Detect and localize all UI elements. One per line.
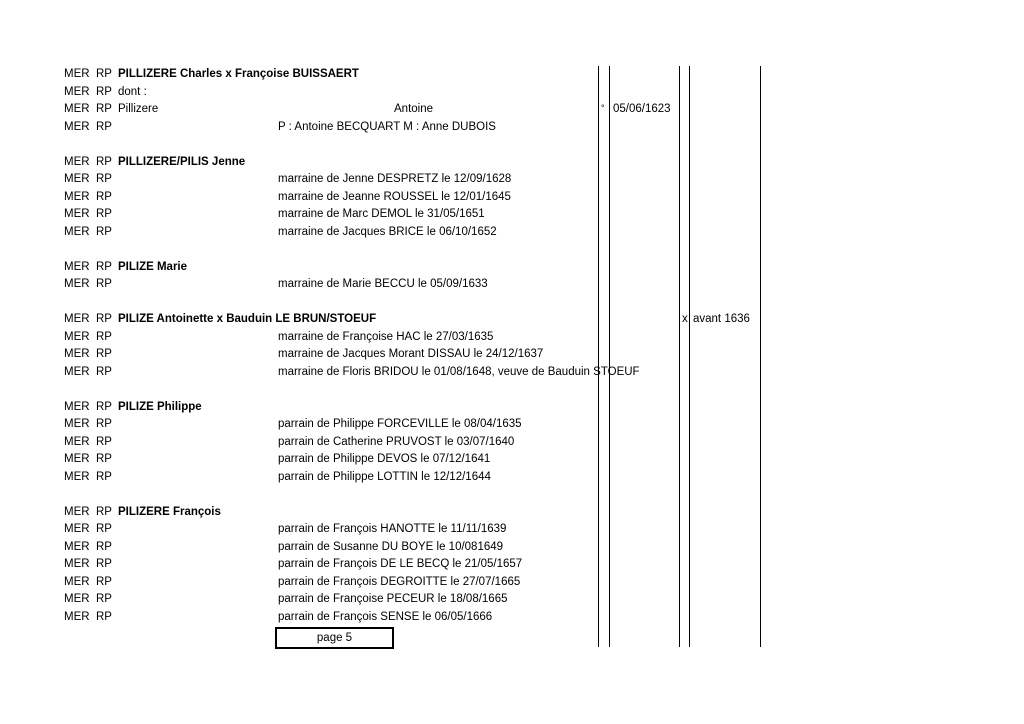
record-row	[0, 66, 1024, 84]
record-detail: parrain de Susanne DU BOYE le 10/081649	[278, 540, 504, 553]
register-code: MER	[64, 435, 90, 448]
parish-code: RP	[96, 278, 112, 290]
register-code: MER	[64, 365, 90, 378]
record-detail: marraine de Marie BECCU le 05/09/1633	[278, 278, 488, 290]
record-detail: parrain de Philippe FORCEVILLE le 08/04/1635	[278, 418, 522, 430]
parish-code: RP	[96, 68, 112, 80]
record-detail: parrain de Philippe DEVOS le 07/12/1641	[278, 453, 491, 465]
parish-code: RP	[96, 593, 112, 605]
parish-code: RP	[96, 208, 112, 220]
record-row	[0, 556, 1024, 574]
birth-date: 05/06/1623	[613, 103, 671, 115]
register-code: MER	[64, 470, 90, 483]
parish-code: RP	[96, 330, 112, 343]
column-rule-5	[760, 66, 761, 647]
register-code: MER	[64, 575, 90, 588]
record-row	[0, 574, 1024, 592]
register-code: MER	[64, 260, 90, 273]
column-rule-2	[609, 66, 610, 647]
register-code: MER	[64, 348, 90, 360]
parish-code: RP	[96, 610, 112, 623]
marriage-date: avant 1636	[693, 313, 750, 325]
record-row	[0, 416, 1024, 434]
parish-code: RP	[96, 120, 112, 133]
register-code: MER	[64, 558, 90, 570]
register-code: MER	[64, 278, 90, 290]
parish-code: RP	[96, 103, 112, 115]
person-name: PILLIZERE/PILIS Jenne	[118, 155, 246, 168]
register-code: MER	[64, 120, 90, 133]
register-code: MER	[64, 505, 90, 518]
record-row	[0, 276, 1024, 294]
register-code: MER	[64, 103, 90, 115]
record-detail: marraine de Jacques Morant DISSAU le 24/12/1637	[278, 348, 544, 360]
record-row	[0, 539, 1024, 557]
register-code: MER	[64, 540, 90, 553]
marriage-symbol: x	[682, 313, 688, 325]
record-row	[0, 119, 1024, 137]
parish-code: RP	[96, 470, 112, 483]
record-row	[0, 504, 1024, 522]
record-row	[0, 609, 1024, 627]
person-name: PILIZE Marie	[118, 260, 188, 273]
record-detail: marraine de Marc DEMOL le 31/05/1651	[278, 208, 485, 220]
record-row	[0, 84, 1024, 102]
record-detail: P : Antoine BECQUART M : Anne DUBOIS	[278, 120, 496, 133]
record-detail: parrain de Philippe LOTTIN le 12/12/1644	[278, 470, 491, 483]
record-row	[0, 364, 1024, 382]
record-row	[0, 224, 1024, 242]
register-code: MER	[64, 173, 90, 185]
column-rule-1	[598, 66, 599, 647]
register-code: MER	[64, 225, 90, 238]
column-rule-3	[679, 66, 680, 647]
blank-row	[0, 381, 1024, 399]
page-number-box	[275, 627, 394, 649]
person-name: dont :	[118, 85, 147, 98]
person-name: PILIZERE François	[118, 505, 221, 518]
record-row	[0, 469, 1024, 487]
register-code: MER	[64, 85, 90, 98]
record-detail: marraine de Jacques BRICE le 06/10/1652	[278, 225, 497, 238]
register-code: MER	[64, 453, 90, 465]
record-detail: parrain de François HANOTTE le 11/11/1639	[278, 523, 507, 535]
blank-row	[0, 486, 1024, 504]
record-detail: parrain de François SENSE le 06/05/1666	[278, 610, 493, 623]
parish-code: RP	[96, 365, 112, 378]
person-name: PILIZE Philippe	[118, 400, 202, 413]
record-detail: parrain de Catherine PRUVOST le 03/07/1640	[278, 435, 515, 448]
parish-code: RP	[96, 348, 112, 360]
record-row	[0, 206, 1024, 224]
register-code: MER	[64, 68, 90, 80]
parish-code: RP	[96, 260, 112, 273]
parish-code: RP	[96, 435, 112, 448]
page-number: page 5	[316, 632, 353, 644]
register-code: MER	[64, 400, 90, 413]
record-detail: marraine de Jenne DESPRETZ le 12/09/1628	[278, 173, 512, 185]
record-row	[0, 189, 1024, 207]
record-row	[0, 154, 1024, 172]
record-row	[0, 346, 1024, 364]
parish-code: RP	[96, 523, 112, 535]
birth-symbol: °	[601, 103, 605, 113]
parish-code: RP	[96, 540, 112, 553]
person-name: PILIZE Antoinette x Bauduin LE BRUN/STOEUF	[118, 313, 377, 325]
record-detail: parrain de François DE LE BECQ le 21/05/1657	[278, 558, 523, 570]
record-row	[0, 259, 1024, 277]
register-code: MER	[64, 610, 90, 623]
parish-code: RP	[96, 575, 112, 588]
column-rule-4	[689, 66, 690, 647]
record-detail: marraine de Françoise HAC le 27/03/1635	[278, 330, 494, 343]
parish-code: RP	[96, 190, 112, 203]
person-name: PILLIZERE Charles x Françoise BUISSAERT	[118, 68, 359, 80]
register-code: MER	[64, 155, 90, 168]
register-code: MER	[64, 190, 90, 203]
given-name: Antoine	[394, 103, 434, 115]
parish-code: RP	[96, 85, 112, 98]
parish-code: RP	[96, 400, 112, 413]
record-row	[0, 101, 1024, 119]
record-detail: marraine de Jeanne ROUSSEL le 12/01/1645	[278, 190, 511, 203]
record-row	[0, 434, 1024, 452]
parish-code: RP	[96, 313, 112, 325]
register-code: MER	[64, 418, 90, 430]
record-row	[0, 521, 1024, 539]
record-detail: parrain de Françoise PECEUR le 18/08/1665	[278, 593, 508, 605]
register-code: MER	[64, 208, 90, 220]
blank-row	[0, 294, 1024, 312]
parish-code: RP	[96, 418, 112, 430]
register-code: MER	[64, 313, 90, 325]
record-detail: parrain de François DEGROITTE le 27/07/1665	[278, 575, 521, 588]
register-code: MER	[64, 593, 90, 605]
record-row	[0, 171, 1024, 189]
blank-row	[0, 136, 1024, 154]
register-code: MER	[64, 523, 90, 535]
record-row	[0, 451, 1024, 469]
parish-code: RP	[96, 453, 112, 465]
record-row	[0, 399, 1024, 417]
record-row	[0, 591, 1024, 609]
record-detail: marraine de Floris BRIDOU le 01/08/1648, veuve de Bauduin STOEUF	[278, 365, 640, 378]
person-name: Pillizere	[118, 103, 159, 115]
blank-row	[0, 241, 1024, 259]
register-code: MER	[64, 330, 90, 343]
record-row	[0, 329, 1024, 347]
parish-code: RP	[96, 505, 112, 518]
parish-code: RP	[96, 155, 112, 168]
record-row	[0, 311, 1024, 329]
parish-code: RP	[96, 173, 112, 185]
parish-code: RP	[96, 558, 112, 570]
parish-code: RP	[96, 225, 112, 238]
